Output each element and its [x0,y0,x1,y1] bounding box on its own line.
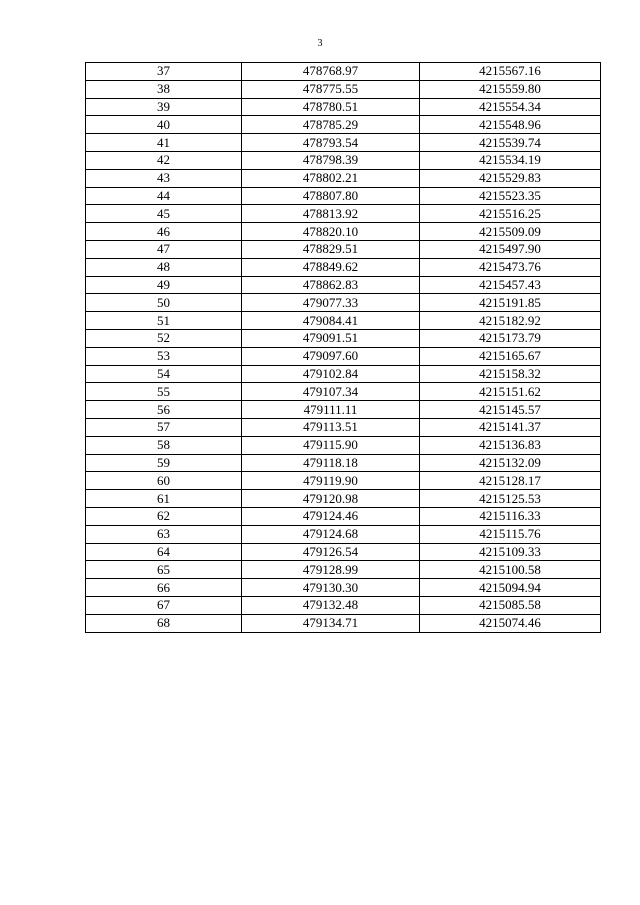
coordinates-table-body [86,63,601,633]
point-number-cell: 40 [86,116,242,134]
point-number-cell: 39 [86,98,242,116]
x-coordinate-cell: 479102.84 [242,365,420,383]
table-row [86,401,601,419]
x-coordinate-cell: 478768.97 [242,63,420,81]
point-number-cell: 62 [86,507,242,525]
x-coordinate-cell: 478775.55 [242,80,420,98]
point-number-cell: 43 [86,169,242,187]
y-coordinate-cell: 4215567.16 [420,63,601,81]
table-row [86,436,601,454]
x-coordinate-cell: 479126.54 [242,543,420,561]
x-coordinate-cell: 478802.21 [242,169,420,187]
x-coordinate-cell: 479132.48 [242,596,420,614]
point-number-cell: 64 [86,543,242,561]
y-coordinate-cell: 4215094.94 [420,579,601,597]
table-row [86,614,601,632]
y-coordinate-cell: 4215136.83 [420,436,601,454]
y-coordinate-cell: 4215457.43 [420,276,601,294]
point-number-cell: 47 [86,240,242,258]
y-coordinate-cell: 4215554.34 [420,98,601,116]
point-number-cell: 67 [86,596,242,614]
point-number-cell: 51 [86,312,242,330]
x-coordinate-cell: 478798.39 [242,151,420,169]
table-row [86,276,601,294]
table-row [86,151,601,169]
x-coordinate-cell: 479091.51 [242,329,420,347]
table-row [86,347,601,365]
table-row [86,294,601,312]
x-coordinate-cell: 478785.29 [242,116,420,134]
point-number-cell: 57 [86,418,242,436]
table-row [86,205,601,223]
table-row [86,134,601,152]
y-coordinate-cell: 4215529.83 [420,169,601,187]
table-row [86,63,601,81]
x-coordinate-cell: 478780.51 [242,98,420,116]
x-coordinate-cell: 479119.90 [242,472,420,490]
x-coordinate-cell: 479118.18 [242,454,420,472]
point-number-cell: 52 [86,329,242,347]
table-row [86,579,601,597]
point-number-cell: 56 [86,401,242,419]
y-coordinate-cell: 4215182.92 [420,312,601,330]
y-coordinate-cell: 4215116.33 [420,507,601,525]
x-coordinate-cell: 478829.51 [242,240,420,258]
y-coordinate-cell: 4215165.67 [420,347,601,365]
y-coordinate-cell: 4215100.58 [420,561,601,579]
x-coordinate-cell: 479084.41 [242,312,420,330]
point-number-cell: 38 [86,80,242,98]
x-coordinate-cell: 478793.54 [242,134,420,152]
coordinates-table [85,62,601,633]
x-coordinate-cell: 479115.90 [242,436,420,454]
x-coordinate-cell: 479113.51 [242,418,420,436]
table-row [86,98,601,116]
table-row [86,258,601,276]
x-coordinate-cell: 478862.83 [242,276,420,294]
x-coordinate-cell: 479097.60 [242,347,420,365]
table-row [86,329,601,347]
y-coordinate-cell: 4215534.19 [420,151,601,169]
point-number-cell: 54 [86,365,242,383]
y-coordinate-cell: 4215509.09 [420,223,601,241]
point-number-cell: 60 [86,472,242,490]
point-number-cell: 61 [86,490,242,508]
y-coordinate-cell: 4215145.57 [420,401,601,419]
x-coordinate-cell: 479130.30 [242,579,420,597]
y-coordinate-cell: 4215158.32 [420,365,601,383]
table-row [86,187,601,205]
x-coordinate-cell: 478813.92 [242,205,420,223]
point-number-cell: 63 [86,525,242,543]
x-coordinate-cell: 478820.10 [242,223,420,241]
table-row [86,223,601,241]
x-coordinate-cell: 478849.62 [242,258,420,276]
point-number-cell: 58 [86,436,242,454]
x-coordinate-cell: 479107.34 [242,383,420,401]
y-coordinate-cell: 4215132.09 [420,454,601,472]
x-coordinate-cell: 479111.11 [242,401,420,419]
y-coordinate-cell: 4215115.76 [420,525,601,543]
table-row [86,543,601,561]
table-row [86,472,601,490]
table-row [86,596,601,614]
y-coordinate-cell: 4215523.35 [420,187,601,205]
x-coordinate-cell: 478807.80 [242,187,420,205]
table-row [86,507,601,525]
point-number-cell: 50 [86,294,242,312]
point-number-cell: 68 [86,614,242,632]
y-coordinate-cell: 4215125.53 [420,490,601,508]
y-coordinate-cell: 4215473.76 [420,258,601,276]
table-row [86,383,601,401]
point-number-cell: 45 [86,205,242,223]
point-number-cell: 48 [86,258,242,276]
point-number-cell: 55 [86,383,242,401]
x-coordinate-cell: 479124.46 [242,507,420,525]
x-coordinate-cell: 479077.33 [242,294,420,312]
table-row [86,365,601,383]
y-coordinate-cell: 4215539.74 [420,134,601,152]
table-row [86,169,601,187]
table-row [86,454,601,472]
y-coordinate-cell: 4215516.25 [420,205,601,223]
y-coordinate-cell: 4215497.90 [420,240,601,258]
point-number-cell: 59 [86,454,242,472]
table-row [86,240,601,258]
table-row [86,116,601,134]
y-coordinate-cell: 4215559.80 [420,80,601,98]
x-coordinate-cell: 479124.68 [242,525,420,543]
y-coordinate-cell: 4215141.37 [420,418,601,436]
y-coordinate-cell: 4215109.33 [420,543,601,561]
y-coordinate-cell: 4215128.17 [420,472,601,490]
y-coordinate-cell: 4215151.62 [420,383,601,401]
point-number-cell: 44 [86,187,242,205]
table-row [86,490,601,508]
x-coordinate-cell: 479120.98 [242,490,420,508]
point-number-cell: 49 [86,276,242,294]
point-number-cell: 65 [86,561,242,579]
table-row [86,525,601,543]
y-coordinate-cell: 4215173.79 [420,329,601,347]
table-row [86,418,601,436]
x-coordinate-cell: 479134.71 [242,614,420,632]
point-number-cell: 66 [86,579,242,597]
y-coordinate-cell: 4215074.46 [420,614,601,632]
y-coordinate-cell: 4215085.58 [420,596,601,614]
page-number: 3 [317,38,323,49]
table-row [86,80,601,98]
point-number-cell: 37 [86,63,242,81]
point-number-cell: 42 [86,151,242,169]
y-coordinate-cell: 4215191.85 [420,294,601,312]
table-row [86,312,601,330]
point-number-cell: 41 [86,134,242,152]
table-row [86,561,601,579]
y-coordinate-cell: 4215548.96 [420,116,601,134]
point-number-cell: 53 [86,347,242,365]
x-coordinate-cell: 479128.99 [242,561,420,579]
point-number-cell: 46 [86,223,242,241]
